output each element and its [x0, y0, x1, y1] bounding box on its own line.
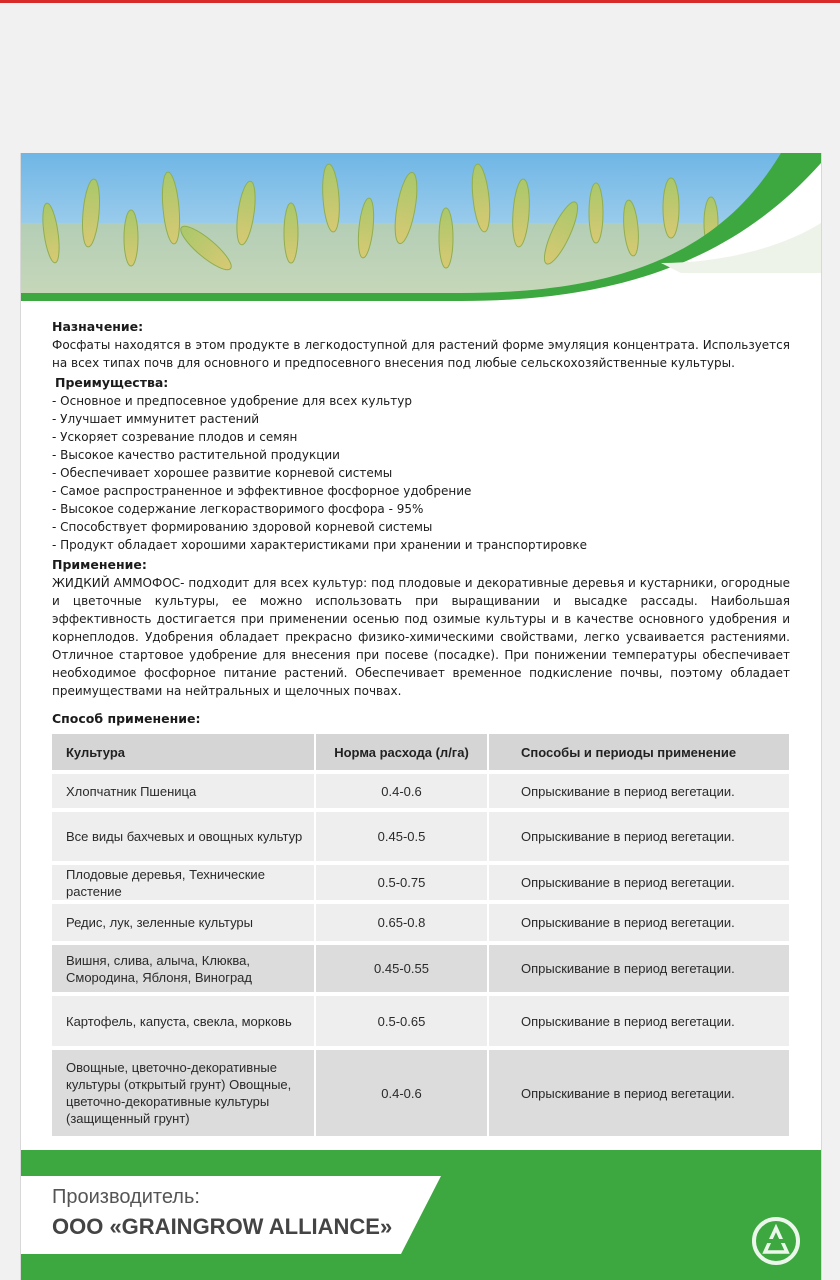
- table-row: [52, 865, 789, 904]
- list-item: - Высокое качество растительной продукции: [52, 448, 340, 462]
- application-text: ЖИДКИЙ АММОФОС- подходит для всех культур: под плодовые и декоративные деревья и кустарники, огородные и цветочные культуры, ее можно использовать при выращивании и высадке рассады. Наибольшая эффективность достигается при применении осенью под озимые культуры и в качестве основного удобрения и корнеплодов. Удобрения обладает прекрасно физико-химическими свойствами, легко усваивается растениями. Отличное стартовое удобрение для внесения при посеве (посадке). При понижении температуры обеспечивает необходимое фосфорное питание растений. Обеспечивает временное подкисление почвы, поэтому обладает преимуществами на нейтральных и щелочных почвах.: [52, 576, 790, 698]
- cell-crop: Вишня, слива, алыча, Клюква, Смородина, Яблоня, Виноград: [66, 952, 252, 985]
- list-item: - Самое распространенное и эффективное фосфорное удобрение: [52, 484, 472, 498]
- producer-label: Производитель:: [52, 1186, 200, 1208]
- table-header-row: [52, 734, 789, 774]
- cell-rate: 0.4-0.6: [314, 1050, 489, 1136]
- list-item: - Улучшает иммунитет растений: [52, 412, 260, 426]
- list-item: - Высокое содержание легкорастворимого фосфора - 95%: [52, 502, 424, 516]
- cell-method: Опрыскивание в период вегетации.: [521, 829, 735, 844]
- column-header-rate: Норма расхода (л/га): [314, 734, 489, 770]
- top-accent-line: [0, 0, 840, 3]
- application-heading: Применение:: [52, 557, 147, 572]
- column-header-crop: Культура: [66, 744, 126, 760]
- cell-crop: Хлопчатник Пшеница: [66, 783, 197, 799]
- cell-rate: 0.4-0.6: [314, 774, 489, 808]
- cell-crop: Картофель, капуста, свекла, морковь: [66, 1013, 292, 1029]
- main-content: [52, 318, 790, 1136]
- list-item: - Обеспечивает хорошее развитие корневой системы: [52, 466, 393, 480]
- cell-crop: Все виды бахчевых и овощных культур: [66, 829, 303, 844]
- column-header-method: Способы и периоды применение: [521, 744, 737, 760]
- cell-crop: Редис, лук, зеленные культуры: [66, 915, 254, 930]
- cell-crop: Овощные, цветочно-декоративные культуры (открытый грунт) Овощные, цветочно-декоративные культуры (защищенный грунт): [66, 1060, 292, 1126]
- list-item: - Продукт обладает хорошими характеристиками при хранении и транспортировке: [52, 538, 588, 552]
- product-sheet: [20, 153, 822, 1280]
- application-table: [52, 734, 789, 1136]
- cell-method: Опрыскивание в период вегетации.: [521, 1085, 735, 1101]
- cell-method: Опрыскивание в период вегетации.: [521, 783, 735, 799]
- footer-band: [21, 1150, 821, 1280]
- method-heading: Способ применение:: [52, 711, 201, 726]
- graingrow-logo-icon: [749, 1214, 803, 1268]
- cell-method: Опрыскивание в период вегетации.: [521, 1013, 735, 1029]
- table-row: [52, 812, 789, 865]
- purpose-heading: Назначение:: [52, 319, 144, 334]
- purpose-text: Фосфаты находятся в этом продукте в легкодоступной для растений форме эмуляция концентрата. Используется на всех типах почв для основного и предпосевного внесения под любые сельскохозяйственные культуры.: [52, 338, 790, 370]
- advantages-heading: Преимущества:: [55, 375, 169, 390]
- table-row: [52, 1050, 789, 1136]
- table-row: [52, 774, 789, 812]
- table-row: [52, 996, 789, 1050]
- list-item: - Основное и предпосевное удобрение для всех культур: [52, 394, 412, 408]
- cell-rate: 0.65-0.8: [314, 904, 489, 941]
- advantages-list: [52, 392, 790, 554]
- cell-crop: Плодовые деревья, Технические растение: [66, 866, 265, 899]
- cell-method: Опрыскивание в период вегетации.: [521, 961, 735, 976]
- list-item: - Способствует формированию здоровой корневой системы: [52, 520, 433, 534]
- cell-rate: 0.5-0.65: [314, 996, 489, 1046]
- cell-rate: 0.45-0.5: [314, 812, 489, 861]
- cell-method: Опрыскивание в период вегетации.: [521, 915, 735, 930]
- producer-name: OOO «GRAINGROW ALLIANCE»: [52, 1214, 393, 1239]
- cell-method: Опрыскивание в период вегетации.: [521, 875, 735, 890]
- wheat-banner-image: [21, 153, 821, 313]
- table-row: [52, 904, 789, 945]
- table-row: [52, 945, 789, 996]
- cell-rate: 0.5-0.75: [314, 865, 489, 900]
- list-item: - Ускоряет созревание плодов и семян: [52, 430, 298, 444]
- cell-rate: 0.45-0.55: [314, 945, 489, 992]
